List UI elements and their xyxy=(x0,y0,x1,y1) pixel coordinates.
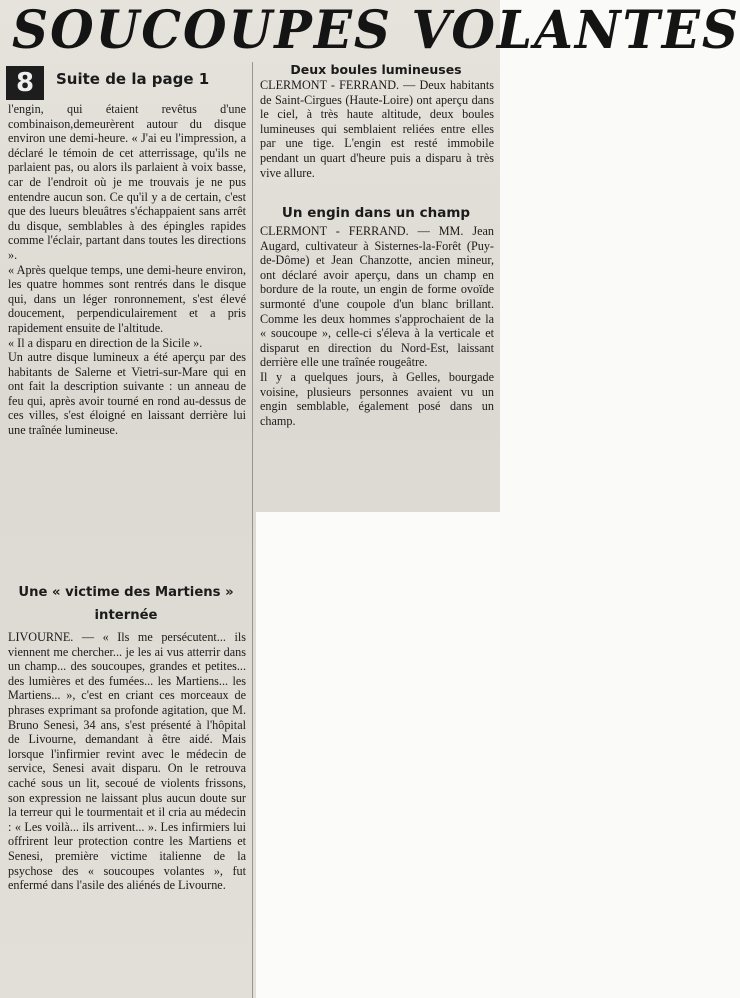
page-number-badge: 8 xyxy=(6,66,44,100)
article-body-engine-in-field: CLERMONT - FERRAND. — MM. Jean Augard, cultivateur à Sisternes-la-Forêt (Puy-de-Dôme) et Jean Chanzotte, ancien mineur, ont déclaré avoir aperçu, dans un champ en bordure de la route, un engin de forme ovoïde surmonté d'une coupole d'un blanc brillant. Comme les deux hommes s'approchaient de la « soucoupe », celle-ci s'éleva à la verticale et disparut en direction du Nord-Est, laissant derrière elle une traînée rougeâtre. Il y a quelques jours, à Gelles, bourgade voisine, plusieurs personnes avaient vu un engin semblable, également posé dans un champ. xyxy=(260,224,494,428)
column-divider xyxy=(252,62,253,998)
article-body-livourne: LIVOURNE. — « Ils me persécutent... ils viennent me chercher... je les ai vus atterrir dans un champ... des soucoupes, grandes et petites... des lumières et des fumées... les Martiens... les Martiens... », c'est en criant ces morceaux de phrases exprimant sa profonde agitation, que M. Bruno Senesi, 34 ans, s'est présenté à l'hôpital de Livourne, demandant à être aidé. Mais lorsque l'infirmier revint avec le médecin de service, Senesi avait disparu. On le retrouva caché sous un lit, secoué de violents frissons, son expression ne laissant plus aucun doute sur la terreur qui le tourmentait et il cria au médecin : « Les voilà... ils arrivent... ». Les infirmiers lui offrirent leur protection contre les Martiens et Senesi, première victime italienne de la psychose des « soucoupes volantes », fut enfermé dans l'asile des aliénés de Livourne. xyxy=(8,630,246,893)
headline-victim: Une « victime des Martiens » xyxy=(18,585,234,600)
headline-victim-line2: internée xyxy=(94,608,158,623)
article-body-part1: l'engin, qui étaient revêtus d'une combinaison,demeurèrent autour du disque environ une demi-heure. « J'ai eu l'impression, a déclaré le témoin de cet atterrissage, qu'ils ne parlaient pas, ou alors ils parlaient à voix basse, car de l'endroit où je me trouvais je ne pus entendre aucun son. Ce qu'il y a de certain, c'est que des lueurs bleuâtres s'échappaient sans arrêt du disque, semblables à des épingles rapides comme l'éclair, partant dans toutes les directions ». « Après quelque temps, une demi-heure environ, les quatre hommes sont rentrés dans le disque qui, dans un léger ronronnement, s'est élevé doucement, perpendiculairement et a pris rapidement ensuite de l'altitude. « Il a disparu en direction de la Sicile ». Un autre disque lumineux a été aperçu par des habitants de Salerne et Vietri-sur-Mare qui en ont fait la description suivante : un anneau de feu qui, après avoir tourné en rond au-dessus de ces villes, s'est éloigné en laissant derrière lui une traînée lumineuse. xyxy=(8,102,246,438)
masthead-title: SOUCOUPES VOLANTES xyxy=(12,0,740,61)
headline-two-balls: Deux boules lumineuses xyxy=(290,62,462,77)
blank-area xyxy=(256,512,500,998)
right-column xyxy=(256,62,496,512)
article-body-two-balls: CLERMONT - FERRAND. — Deux habitants de Saint-Cirgues (Haute-Loire) ont aperçu dans le ciel, à très haute altitude, deux boules lumineuses qui semblaient reliées entre elles par une tige. L'engin est resté immobile pendant un quart d'heure puis a disparu à très vive allure. xyxy=(260,78,494,180)
left-column xyxy=(0,62,252,996)
continued-label: Suite de la page 1 xyxy=(56,70,210,88)
headline-engine-in-field: Un engin dans un champ xyxy=(281,205,471,221)
